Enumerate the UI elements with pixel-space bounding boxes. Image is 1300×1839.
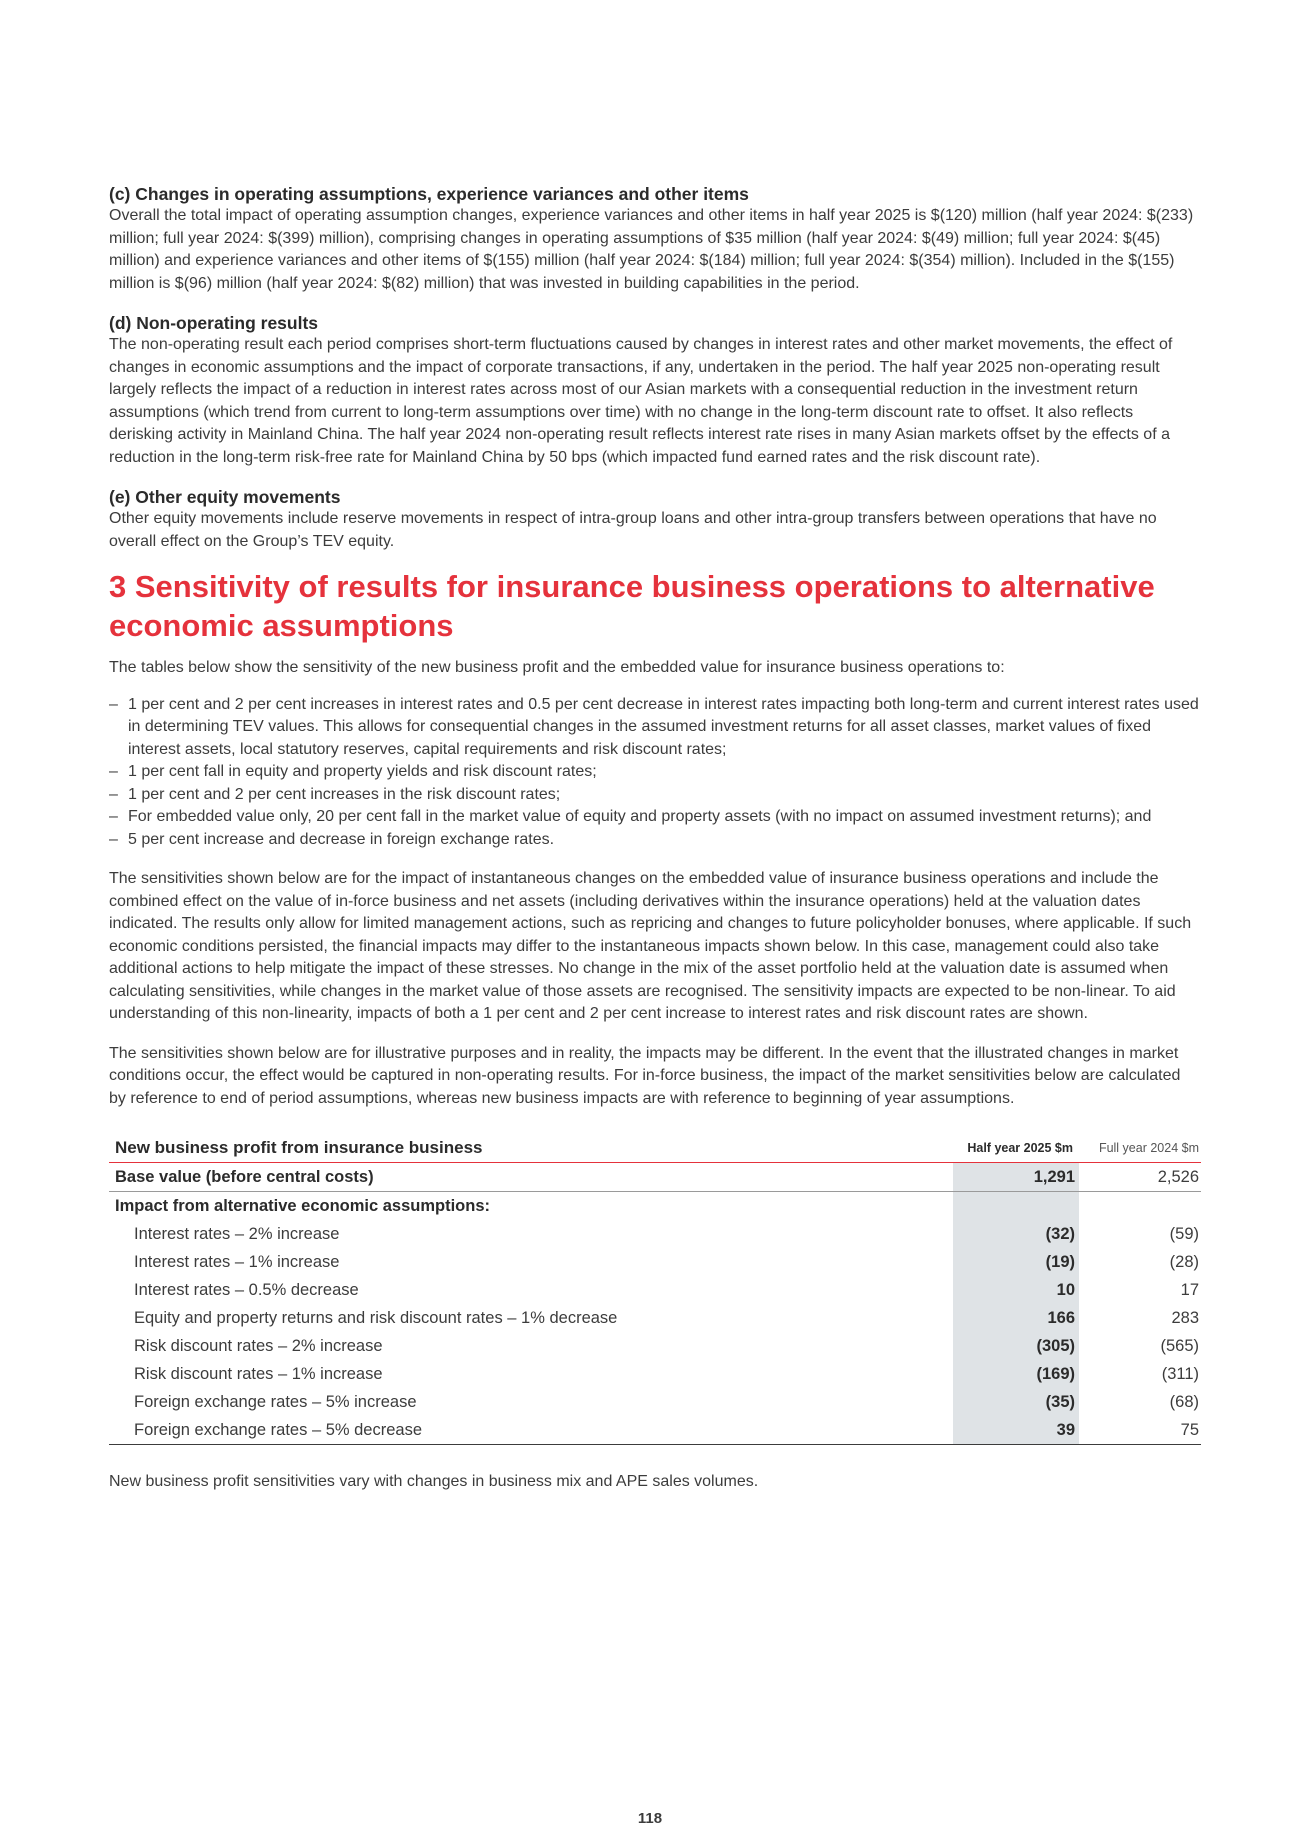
impact-heading-row <box>109 1192 1201 1221</box>
row-label: Risk discount rates – 2% increase <box>134 1336 383 1355</box>
row-label: Interest rates – 0.5% decrease <box>134 1280 359 1299</box>
half-year-2025-value: (169) <box>953 1360 1079 1388</box>
table-row <box>109 1220 1201 1248</box>
column-header-full-year-2024: Full year 2024 $m <box>1079 1134 1201 1163</box>
full-year-2024-value: 17 <box>1180 1280 1199 1299</box>
section-c-body: Overall the total impact of operating assumption changes, experience variances and other items in half year 2025 is $(120) million (half year 2024: $(233) million; full year 2024: $(399) million), comprising changes in operating assumptions of $35 million (half year 2024: $(49) million; full year 2024: $(45) million) and experience variances and other items of $(155) million (half year 2024: $(184) million; full year 2024: $(354) million). Included in the $(155) million is $(96) million (half year 2024: $(82) million) that was invested in building capabilities in the period. <box>109 207 1194 292</box>
half-year-2025-value: (35) <box>953 1388 1079 1416</box>
full-year-2024-value: (28) <box>1169 1252 1199 1271</box>
half-year-2025-value: 10 <box>953 1276 1079 1304</box>
section-3-title: 3 Sensitivity of results for insurance business operations to alternative economic assumptions <box>109 569 1155 643</box>
row-label: Interest rates – 2% increase <box>134 1224 340 1243</box>
column-header-half-year-2025: Half year 2025 $m <box>953 1134 1079 1163</box>
row-label: Foreign exchange rates – 5% decrease <box>109 1416 953 1445</box>
row-label: Impact from alternative economic assumptions: <box>115 1196 491 1215</box>
table-row <box>109 1304 1201 1332</box>
table-row <box>109 1388 1201 1416</box>
table-row <box>109 1248 1201 1276</box>
half-year-2025-value: 166 <box>953 1304 1079 1332</box>
half-year-2025-value: (305) <box>953 1332 1079 1360</box>
half-year-2025-value: (19) <box>953 1248 1079 1276</box>
page-number: 118 <box>637 1810 663 1827</box>
row-label: Base value (before central costs) <box>109 1163 953 1192</box>
content <box>109 183 1201 1493</box>
row-label: Foreign exchange rates – 5% increase <box>134 1392 417 1411</box>
section-e-body: Other equity movements include reserve movements in respect of intra-group loans and other intra-group transfers between operations that have no overall effect on the Group’s TEV equity. <box>109 510 1157 550</box>
half-year-2025-value: 39 <box>953 1416 1079 1445</box>
list-item: – 1 per cent and 2 per cent increases in the risk discount rates; <box>109 784 1201 807</box>
table-footnote: New business profit sensitivities vary with changes in business mix and APE sales volumes. <box>109 1473 759 1490</box>
full-year-2024-value: 283 <box>1171 1308 1199 1327</box>
section-d-body: The non-operating result each period comprises short-term fluctuations caused by changes in interest rates and other market movements, the effect of changes in economic assumptions and the impact of corporate transactions, if any, undertaken in the period. The half year 2025 non-operating result largely reflects the impact of a reduction in interest rates across most of our Asian markets with a consequential reduction in the investment return assumptions (which trend from current to long-term assumptions over time) with no change in the long-term discount rate to offset. It also reflects derisking activity in Mainland China. The half year 2024 non-operating result reflects interest rate rises in many Asian markets offset by the effects of a reduction in the long-term risk-free rate for Mainland China by 50 bps (which impacted fund earned rates and the risk discount rate). <box>109 336 1173 466</box>
full-year-2024-value: (68) <box>1169 1392 1199 1411</box>
list-item: – For embedded value only, 20 per cent fall in the market value of equity and property assets (with no impact on assumed investment returns); and <box>109 806 1201 829</box>
full-year-2024-value: (59) <box>1169 1224 1199 1243</box>
full-year-2024-value: 75 <box>1079 1416 1201 1445</box>
table-row <box>109 1332 1201 1360</box>
assumption-list <box>109 694 1201 852</box>
section-d-heading: (d) Non-operating results <box>109 313 319 333</box>
table-row <box>109 1360 1201 1388</box>
half-year-2025-value: 1,291 <box>953 1163 1079 1192</box>
sensitivity-disclaimer: The sensitivities shown below are for illustrative purposes and in reality, the impacts may be different. In the event that the illustrated changes in market conditions occur, the effect would be captured in non-operating results. For in-force business, the impact of the market sensitivities below are calculated by reference to end of period assumptions, whereas new business impacts are with reference to beginning of year assumptions. <box>109 1044 1181 1107</box>
half-year-2025-value: (32) <box>953 1220 1079 1248</box>
full-year-2024-value: 2,526 <box>1079 1163 1201 1192</box>
list-item: – 1 per cent and 2 per cent increases in interest rates and 0.5 per cent decrease in interest rates impacting both long-term and current interest rates used in determining TEV values. This allows for consequential changes in the assumed investment returns for all asset classes, market values of fixed interest assets, local statutory reserves, capital requirements and risk discount rates; <box>109 694 1201 762</box>
section-c-heading: (c) Changes in operating assumptions, experience variances and other items <box>109 184 749 204</box>
list-item: – 5 per cent increase and decrease in foreign exchange rates. <box>109 829 1201 852</box>
row-label: Interest rates – 1% increase <box>134 1252 340 1271</box>
new-business-profit-table <box>109 1134 1201 1445</box>
row-label: Risk discount rates – 1% increase <box>134 1364 383 1383</box>
sensitivity-explanation: The sensitivities shown below are for the impact of instantaneous changes on the embedded value of insurance business operations and include the combined effect on the value of in-force business and net assets (including derivatives within the insurance operations) held at the valuation dates indicated. The results only allow for limited management actions, such as repricing and changes to future policyholder bonuses, where applicable. If such economic conditions persisted, the financial impacts may differ to the instantaneous impacts shown below. In this case, management could also take additional actions to help mitigate the impact of these stresses. No change in the mix of the asset portfolio held at the valuation date is assumed when calculating sensitivities, while changes in the market value of those assets are recognised. The sensitivity impacts are expected to be non-linear. To aid understanding of this non-linearity, impacts of both a 1 per cent and 2 per cent increase to interest rates and risk discount rates are shown. <box>109 870 1192 1022</box>
table-row <box>109 1416 1201 1445</box>
full-year-2024-value: (565) <box>1160 1336 1199 1355</box>
list-item: – 1 per cent fall in equity and property yields and risk discount rates; <box>109 761 1201 784</box>
full-year-2024-value: (311) <box>1161 1364 1199 1383</box>
section-3-intro: The tables below show the sensitivity of the new business profit and the embedded value for insurance business operations to: <box>109 659 1005 676</box>
table-header-row <box>109 1134 1201 1163</box>
section-e-heading: (e) Other equity movements <box>109 487 341 507</box>
table-title: New business profit from insurance business <box>109 1134 953 1163</box>
row-label: Equity and property returns and risk discount rates – 1% decrease <box>134 1308 618 1327</box>
table-row <box>109 1276 1201 1304</box>
base-value-row <box>109 1163 1201 1192</box>
